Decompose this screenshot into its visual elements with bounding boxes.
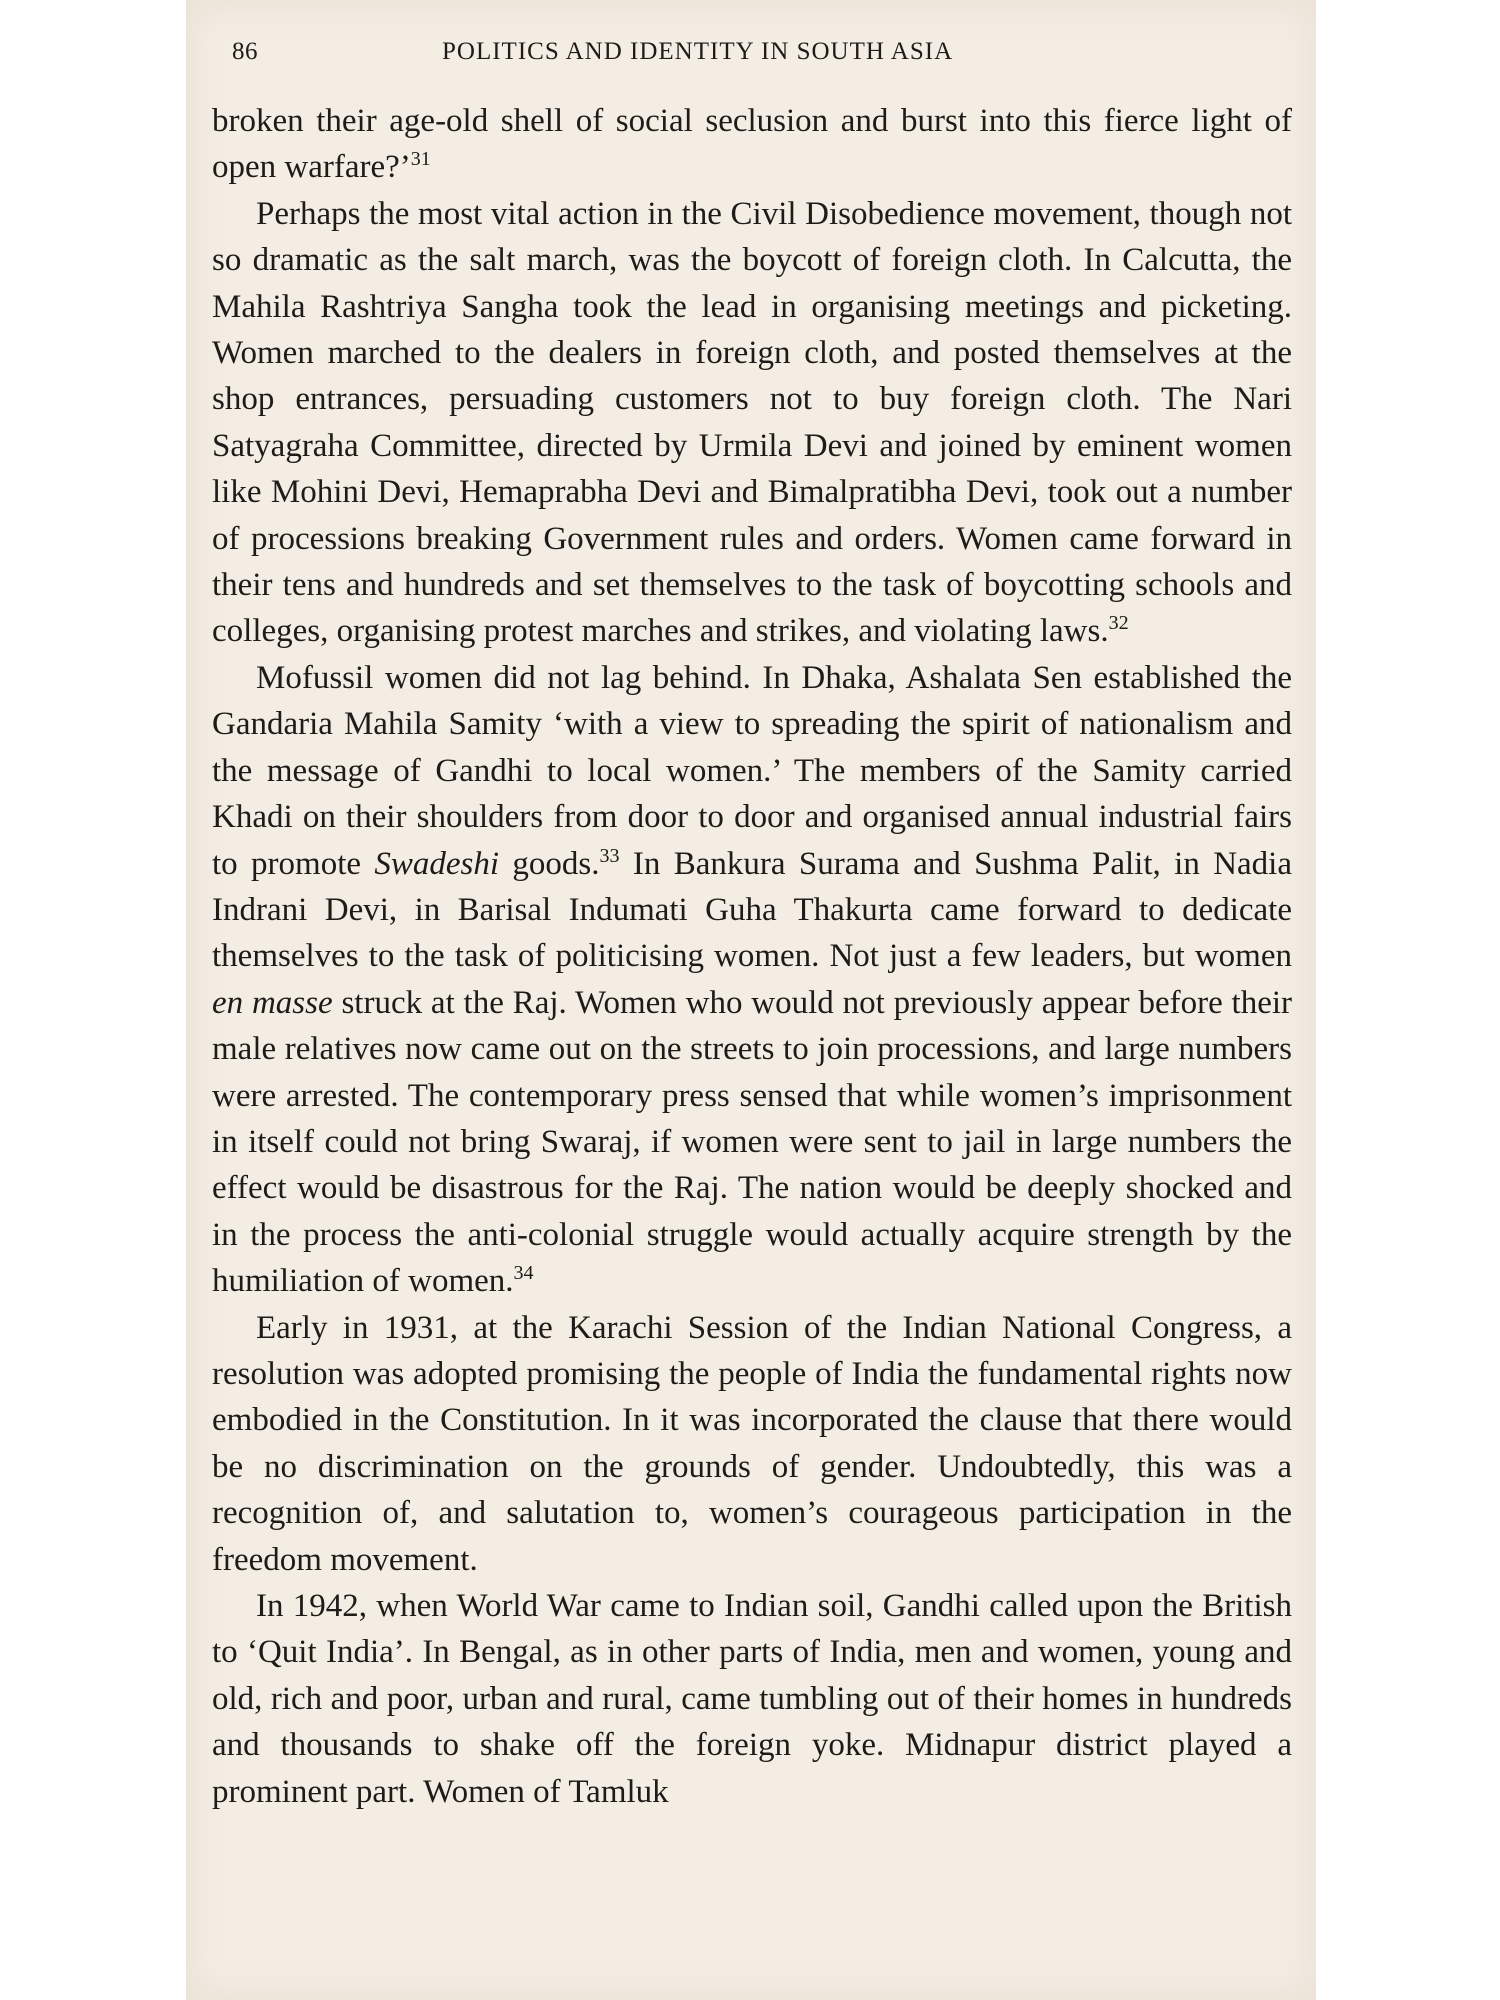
italic-text: en masse (212, 984, 333, 1021)
book-page (186, 0, 1316, 2000)
text-run: broken their age-old shell of social seclusion and burst into this fierce light of open warfare?’ (212, 103, 1292, 186)
footnote-marker: 31 (410, 148, 431, 171)
text-run: Perhaps the most vital action in the Civil Disobedience movement, though not so dramatic as the salt march, was the boycott of foreign cloth. In Calcutta, the Mahila Rashtriya Sangha took the lead in organising meetings and picketing. Women marched to the dealers in foreign cloth, and posted themselves at the shop entrances, persuading customers not to buy foreign cloth. The Nari Satyagraha Committee, directed by Urmila Devi and joined by eminent women like Mohini Devi, Hemaprabha Devi and Bimalpratibha Devi, took out a number of processions breaking Government rules and orders. Women came forward in their tens and hundreds and set themselves to the task of boycotting schools and colleges, organising protest marches and strikes, and violating laws. (212, 195, 1292, 650)
text-run: In Bankura Surama and Sushma Palit, in Nadia Indrani Devi, in Barisal Indumati Guha Thakurta came forward to dedicate themselves to the task of politicising women. Not just a few leaders, but women (212, 845, 1292, 975)
paragraph (212, 1583, 1292, 1815)
footnote-marker: 34 (513, 1262, 534, 1285)
running-title: POLITICS AND IDENTITY IN SOUTH ASIA (442, 38, 954, 65)
footnote-marker: 33 (599, 844, 620, 867)
text-run: Mofussil women did not lag behind. In Dhaka, Ashalata Sen established the Gandaria Mahila Samity ‘with a view to spreading the spirit of nationalism and the message of Gandhi to local women.’ The members of the Samity carried Khadi on their shoulders from door to door and organised annual industrial fairs to promote (212, 659, 1292, 882)
paragraph (212, 98, 1292, 191)
text-run: Early in 1931, at the Karachi Session of the Indian National Congress, a resolution was adopted promising the people of India the fundamental rights now embodied in the Constitution. In it was incorporated the clause that there would be no discrimination on the grounds of gender. Undoubtedly, this was a recognition of, and salutation to, women’s courageous participation in the freedom movement. (212, 1309, 1292, 1578)
running-head (212, 30, 1292, 80)
paragraph (212, 1305, 1292, 1583)
paragraph (212, 655, 1292, 1305)
text-run: goods. (499, 845, 600, 882)
text-run: In 1942, when World War came to Indian soil, Gandhi called upon the British to ‘Quit India’. In Bengal, as in other parts of India, men and women, young and old, rich and poor, urban and rural, came tumbling out of their homes in hundreds and thousands to shake off the foreign yoke. Midnapur district played a prominent part. Women of Tamluk (212, 1588, 1292, 1810)
body-text (212, 98, 1292, 1815)
page-number: 86 (232, 38, 258, 65)
footnote-marker: 32 (1108, 612, 1129, 635)
italic-text: Swadeshi (374, 845, 500, 882)
text-run: struck at the Raj. Women who would not previously appear before their male relatives now came out on the streets to join processions, and large numbers were arrested. The contemporary press sensed that while women’s imprisonment in itself could not bring Swaraj, if women were sent to jail in large numbers the effect would be disastrous for the Raj. The nation would be deeply shocked and in the process the anti-colonial struggle would actually acquire strength by the humiliation of women. (212, 984, 1293, 1300)
paragraph (212, 191, 1292, 655)
page-text-block (212, 30, 1292, 1815)
